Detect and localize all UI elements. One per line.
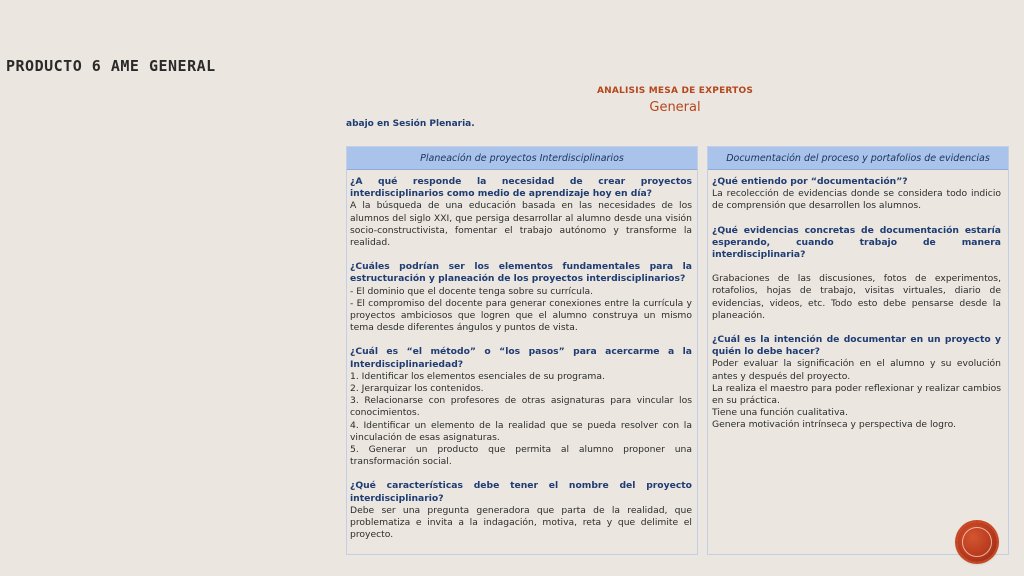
seal-ring — [962, 527, 992, 557]
qa-block — [350, 346, 692, 468]
answer-line: 4. Identificar un elemento de la realidad que se pueda resolver con la vinculación de esas asignaturas. — [350, 419, 692, 443]
answer-line: 2. Jerarquizar los contenidos. — [350, 383, 484, 395]
question: ¿A qué responde la necesidad de crear proyectos interdisciplinarios como medio de aprendizaje hoy en día? — [350, 176, 692, 200]
question: ¿Cuál es la intención de documentar en un proyecto y quién lo debe hacer? — [712, 334, 1001, 358]
answer-line: Debe ser una pregunta generadora que parta de la realidad, que problematiza e invita a la indagación, motiva, reta y que delimite el proyecto. — [350, 504, 692, 541]
question: ¿Qué entiendo por “documentación”? — [712, 176, 908, 187]
answer-line: - El dominio que el docente tenga sobre su currícula. — [350, 285, 594, 297]
section-subtitle: ANALISIS MESA DE EXPERTOS — [596, 86, 754, 96]
qa-block — [712, 225, 1001, 322]
answer-line: 1. Identificar los elementos esenciales de su programa. — [350, 370, 605, 382]
intro-text: abajo en Sesión Plenaria. — [346, 119, 475, 129]
answer-line: La realiza el maestro para poder reflexionar y realizar cambios en su práctica. — [712, 382, 1001, 407]
answer-line: 3. Relacionarse con profesores de otras asignaturas para vincular los conocimientos. — [350, 395, 692, 419]
seal-icon — [957, 522, 997, 562]
question: ¿Cuál es “el método” o “los pasos” para acercarme a la Interdisciplinariedad? — [350, 346, 692, 370]
answer-line: 5. Generar un producto que permita al alumno proponer una transformación social. — [350, 444, 692, 468]
documentation-column-body — [708, 170, 1008, 432]
section-subtitle-general: General — [649, 100, 701, 115]
planning-column-body — [347, 170, 697, 541]
qa-block — [350, 480, 692, 541]
qa-block — [712, 176, 1001, 213]
question: ¿Qué evidencias concretas de documentación estaría esperando, cuando trabajo de manera interdisciplinaria? — [712, 224, 1001, 261]
answer-line: Grabaciones de las discusiones, fotos de experimentos, rotafolios, hojas de trabajo, visitas virtuales, diario de evidencias, videos, etc. Todo esto debe pensarse desde la planeación. — [712, 273, 1001, 321]
answer-line: Genera motivación intrínseca y perspectiva de logro. — [712, 419, 956, 431]
question: ¿Qué características debe tener el nombre del proyecto interdisciplinario? — [350, 480, 692, 504]
qa-block — [712, 334, 1001, 432]
answer-line: - El compromiso del docente para generar conexiones entre la currícula y proyectos ambiciosos que logren que el alumno construya un mismo tema desde diferentes ángulos y puntos de vista. — [350, 297, 692, 334]
qa-block — [350, 261, 692, 334]
question: ¿Cuáles podrían ser los elementos fundamentales para la estructuración y planeación de los proyectos interdisciplinarios? — [350, 261, 692, 285]
planning-column — [346, 146, 698, 555]
qa-block — [350, 176, 692, 249]
answer-line: Poder evaluar la significación en el alumno y su evolución antes y después del proyecto. — [712, 358, 1001, 382]
slide-title: PRODUCTO 6 AME GENERAL — [6, 57, 216, 75]
documentation-column — [707, 146, 1009, 555]
documentation-column-header: Documentación del proceso y portafolios de evidencias — [708, 147, 1008, 170]
answer-line: A la búsqueda de una educación basada en las necesidades de los alumnos del siglo XXI, que persiga desarrollar al alumno desde una visión socio-constructivista, fomentar el trabajo autónomo y transforme la realidad. — [350, 200, 692, 249]
answer-line: Tiene una función cualitativa. — [712, 407, 848, 419]
planning-column-header: Planeación de proyectos Interdisciplinarios — [347, 147, 697, 170]
answer-line: La recolección de evidencias donde se considera todo indicio de comprensión que desarrollen los alumnos. — [712, 188, 1001, 212]
